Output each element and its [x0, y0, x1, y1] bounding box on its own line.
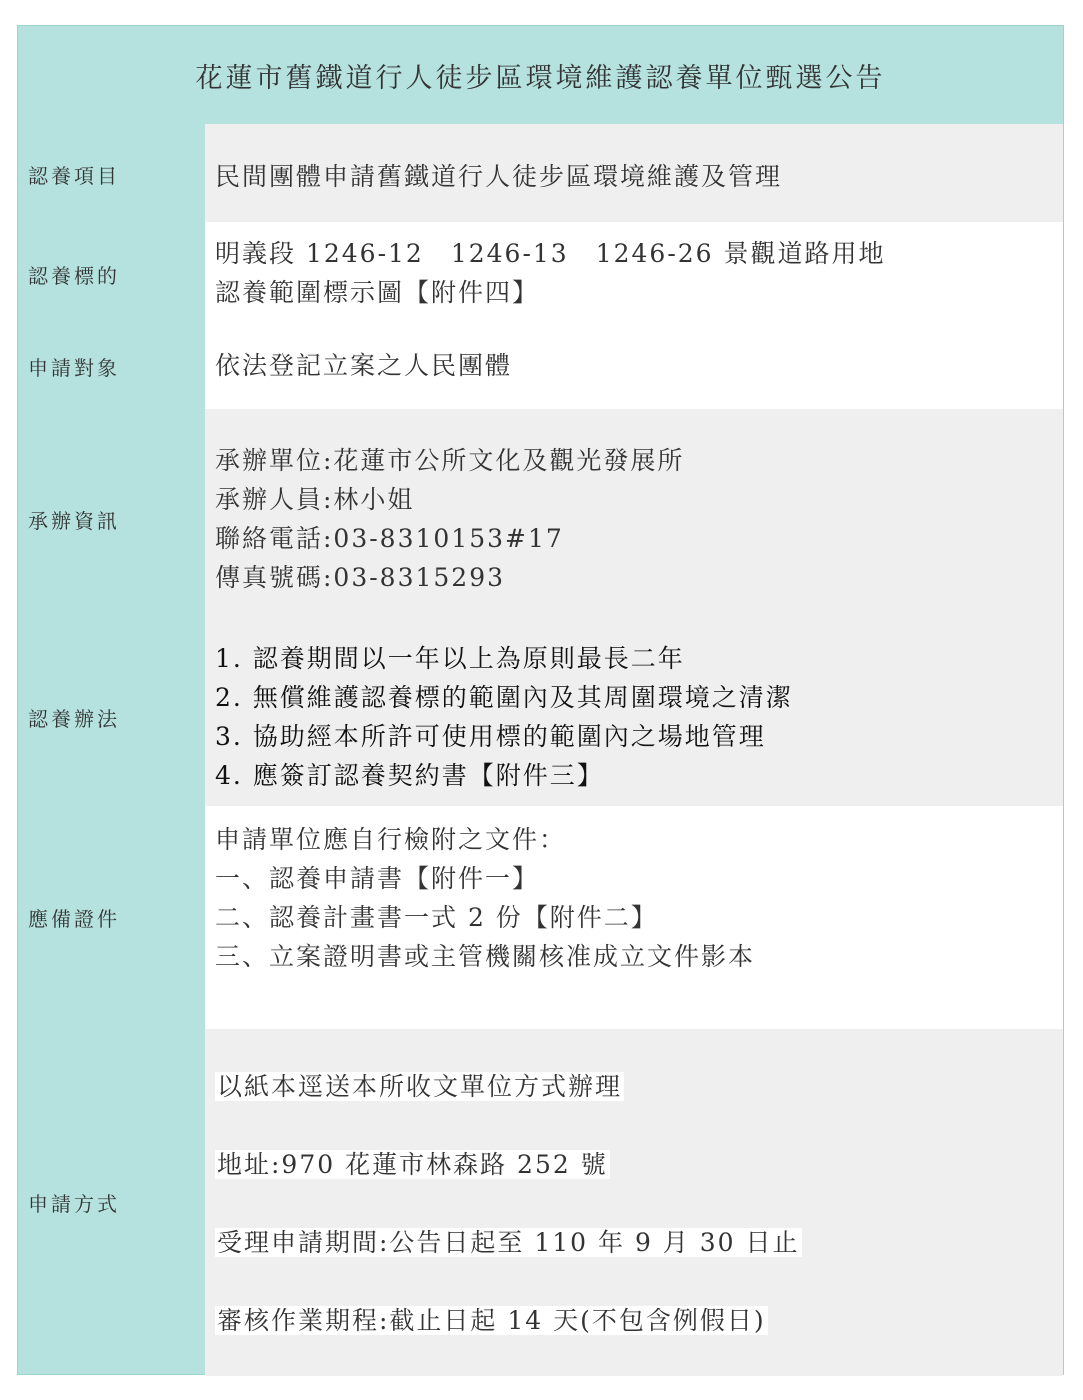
- apply-cell: [205, 1029, 1063, 1376]
- applicant-label: 申請對象: [28, 356, 120, 380]
- documents-line-4: 三、立案證明書或主管機關核准成立文件影本: [215, 942, 756, 971]
- target-cell: [205, 222, 1063, 409]
- apply-line-1: [215, 1067, 624, 1103]
- documents-label: 應備證件: [28, 907, 120, 931]
- apply-text-3: 受理申請期間:公告日起至 110 年 9 月 30 日止: [217, 1228, 800, 1257]
- apply-line-3: [215, 1223, 802, 1259]
- contact-method-cell: [205, 409, 1063, 806]
- target-label: 認養標的: [28, 264, 120, 288]
- target-line-1: 明義段 1246-12 1246-13 1246-26 景觀道路用地: [215, 239, 886, 268]
- apply-line-2: [215, 1145, 610, 1181]
- contact-line-1: 承辦單位:花蓮市公所文化及觀光發展所: [215, 446, 685, 475]
- documents-line-3: 二、認養計畫書一式 2 份【附件二】: [215, 903, 658, 932]
- target-line-2: 認養範圍標示圖【附件四】: [215, 278, 540, 307]
- item-label: 認養項目: [28, 164, 120, 188]
- method-line-3: 3. 協助經本所許可使用標的範圍內之場地管理: [215, 722, 766, 751]
- announcement-table: [17, 25, 1064, 1375]
- item-line: 民間團體申請舊鐵道行人徒步區環境維護及管理: [215, 162, 783, 191]
- apply-text-2: 地址:970 花蓮市林森路 252 號: [217, 1150, 608, 1179]
- contact-label: 承辦資訊: [28, 509, 120, 533]
- item-cell: [205, 124, 1063, 222]
- documents-line-2: 一、認養申請書【附件一】: [215, 864, 540, 893]
- announcement-title: 花蓮市舊鐵道行人徒步區環境維護認養單位甄選公告: [195, 62, 886, 94]
- apply-text-4: 審核作業期程:截止日起 14 天(不包含例假日): [217, 1306, 766, 1335]
- apply-line-4: [215, 1301, 768, 1337]
- documents-line-1: 申請單位應自行檢附之文件：: [215, 825, 567, 854]
- method-line-1: 1. 認養期間以一年以上為原則最長二年: [215, 644, 685, 673]
- contact-line-4: 傳真號碼:03-8315293: [215, 563, 506, 592]
- apply-label: 申請方式: [28, 1192, 120, 1216]
- method-line-2: 2. 無償維護認養標的範圍內及其周圍環境之清潔: [215, 683, 793, 712]
- contact-line-2: 承辦人員:林小姐: [215, 485, 415, 514]
- apply-text-1: 以紙本逕送本所收文單位方式辦理: [217, 1072, 623, 1101]
- method-line-4: 4. 應簽訂認養契約書【附件三】: [215, 761, 604, 790]
- applicant-line: 依法登記立案之人民團體: [215, 351, 513, 380]
- method-label: 認養辦法: [28, 707, 120, 731]
- contact-line-3: 聯絡電話:03-8310153#17: [215, 524, 564, 553]
- documents-cell: [205, 806, 1063, 1029]
